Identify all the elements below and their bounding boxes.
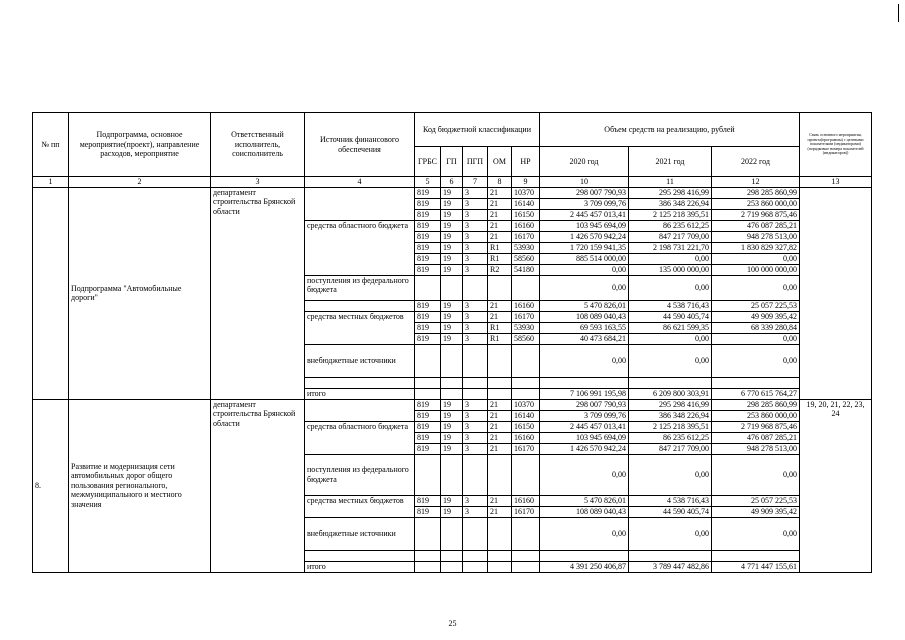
col-number: 10 xyxy=(540,177,629,188)
program-name: Подпрограмма "Автомобильные дороги" xyxy=(69,187,211,399)
cell-om: 21 xyxy=(488,506,512,517)
source-empty xyxy=(305,377,415,388)
cell-np: 10370 xyxy=(512,187,540,198)
cell-2021-total: 3 789 447 482,86 xyxy=(629,561,712,572)
header-om: ОМ xyxy=(488,147,512,177)
cell-2022: 476 087 285,21 xyxy=(712,432,800,443)
cell-empty xyxy=(415,517,441,550)
cell-2022: 25 057 225,53 xyxy=(712,300,800,311)
cell-2021: 386 348 226,94 xyxy=(629,410,712,421)
cell-pgp: 3 xyxy=(463,264,488,275)
cell-empty xyxy=(488,517,512,550)
cell-np: 16160 xyxy=(512,220,540,231)
cell-np: 16150 xyxy=(512,421,540,432)
col-number: 7 xyxy=(463,177,488,188)
source-offbudget: внебюджетные источники xyxy=(305,517,415,550)
cell-gp: 19 xyxy=(441,187,463,198)
cell-om: 21 xyxy=(488,300,512,311)
cell-2021: 0,00 xyxy=(629,344,712,377)
cell-np: 53930 xyxy=(512,242,540,253)
cell-2022: 948 278 513,00 xyxy=(712,231,800,242)
source-empty xyxy=(305,300,415,311)
cell-2022: 476 087 285,21 xyxy=(712,220,800,231)
cell-empty xyxy=(441,377,463,388)
cell-empty xyxy=(629,377,712,388)
cell-2022: 68 339 280,84 xyxy=(712,322,800,333)
cell-pgp: 3 xyxy=(463,432,488,443)
cell-2020: 108 089 040,43 xyxy=(540,506,629,517)
header-gp: ГП xyxy=(441,147,463,177)
cell-2020: 298 007 790,93 xyxy=(540,187,629,198)
cell-om: 21 xyxy=(488,220,512,231)
cell-gp: 19 xyxy=(441,399,463,410)
cell-pgp: 3 xyxy=(463,231,488,242)
program-name: Развитие и модернизация сети автомобильных дорог общего пользования регионального, межмуниципального и местного значения xyxy=(69,399,211,572)
cell-om: 21 xyxy=(488,311,512,322)
cell-empty xyxy=(488,454,512,495)
cell-2022: 253 860 000,00 xyxy=(712,410,800,421)
cell-empty xyxy=(463,550,488,561)
cell-2021: 847 217 709,00 xyxy=(629,231,712,242)
cell-gp: 19 xyxy=(441,264,463,275)
cell-empty xyxy=(415,377,441,388)
cell-2020-total: 4 391 250 406,87 xyxy=(540,561,629,572)
source-empty xyxy=(305,399,415,421)
cell-om: 21 xyxy=(488,187,512,198)
cell-2020: 2 445 457 013,41 xyxy=(540,209,629,220)
source-empty xyxy=(305,550,415,561)
header-2022: 2022 год xyxy=(712,147,800,177)
source-local: средства местных бюджетов xyxy=(305,311,415,344)
cell-empty xyxy=(512,275,540,300)
col-number: 12 xyxy=(712,177,800,188)
cell-2021: 0,00 xyxy=(629,253,712,264)
table-row xyxy=(33,399,872,410)
cell-2021: 44 590 405,74 xyxy=(629,311,712,322)
cell-pgp: 3 xyxy=(463,187,488,198)
link-empty xyxy=(800,187,872,399)
cell-empty xyxy=(488,275,512,300)
cell-empty xyxy=(441,517,463,550)
cell-empty xyxy=(441,388,463,399)
cell-2022: 25 057 225,53 xyxy=(712,495,800,506)
cell-grbs: 819 xyxy=(415,242,441,253)
col-number: 5 xyxy=(415,177,441,188)
cell-empty xyxy=(712,550,800,561)
cell-2022: 948 278 513,00 xyxy=(712,443,800,454)
cell-grbs: 819 xyxy=(415,322,441,333)
cell-2020: 103 945 694,09 xyxy=(540,432,629,443)
cell-2022: 2 719 968 875,46 xyxy=(712,209,800,220)
cell-2020: 0,00 xyxy=(540,517,629,550)
cell-om: 21 xyxy=(488,432,512,443)
cell-empty xyxy=(512,388,540,399)
cell-2020: 108 089 040,43 xyxy=(540,311,629,322)
cell-gp: 19 xyxy=(441,209,463,220)
cell-empty xyxy=(512,517,540,550)
cell-2022: 0,00 xyxy=(712,253,800,264)
cell-gp: 19 xyxy=(441,322,463,333)
cell-2022: 2 719 968 875,46 xyxy=(712,421,800,432)
cell-empty xyxy=(415,388,441,399)
cell-2021: 0,00 xyxy=(629,454,712,495)
budget-table xyxy=(32,112,872,573)
source-local: средства местных бюджетов xyxy=(305,495,415,517)
cell-np: 16160 xyxy=(512,300,540,311)
cell-2020: 3 709 099,76 xyxy=(540,410,629,421)
source-regional: средства областного бюджета xyxy=(305,220,415,275)
indicator-link: 19, 20, 21, 22, 23, 24 xyxy=(800,399,872,572)
page-number: 25 xyxy=(448,619,457,628)
cell-np: 16170 xyxy=(512,231,540,242)
cell-2021: 86 621 599,35 xyxy=(629,322,712,333)
cell-pgp: 3 xyxy=(463,311,488,322)
cell-2020: 40 473 684,21 xyxy=(540,333,629,344)
cell-gp: 19 xyxy=(441,253,463,264)
cell-2022: 49 909 395,42 xyxy=(712,506,800,517)
cell-2020: 1 426 570 942,24 xyxy=(540,231,629,242)
cell-2021: 86 235 612,25 xyxy=(629,432,712,443)
cell-om: 21 xyxy=(488,410,512,421)
cell-2020: 5 470 826,01 xyxy=(540,300,629,311)
cell-empty xyxy=(488,344,512,377)
cell-om: 21 xyxy=(488,421,512,432)
cell-2022: 0,00 xyxy=(712,517,800,550)
cell-np: 16160 xyxy=(512,495,540,506)
cell-2021: 386 348 226,94 xyxy=(629,198,712,209)
cell-2021: 0,00 xyxy=(629,275,712,300)
cell-grbs: 819 xyxy=(415,506,441,517)
cell-2021: 4 538 716,43 xyxy=(629,300,712,311)
cell-2021: 86 235 612,25 xyxy=(629,220,712,231)
cell-2021: 135 000 000,00 xyxy=(629,264,712,275)
cell-empty xyxy=(463,517,488,550)
cell-np: 16160 xyxy=(512,432,540,443)
cell-np: 58560 xyxy=(512,333,540,344)
cell-pgp: 3 xyxy=(463,220,488,231)
cell-np: 16140 xyxy=(512,198,540,209)
cell-gp: 19 xyxy=(441,198,463,209)
cell-empty xyxy=(512,561,540,572)
cell-pgp: 3 xyxy=(463,209,488,220)
cell-pgp: 3 xyxy=(463,300,488,311)
cell-2022: 298 285 860,99 xyxy=(712,399,800,410)
cell-2020: 103 945 694,09 xyxy=(540,220,629,231)
cell-om: 21 xyxy=(488,443,512,454)
cell-2022: 0,00 xyxy=(712,333,800,344)
header-budget-code: Код бюджетной классификации xyxy=(415,113,540,147)
cell-grbs: 819 xyxy=(415,495,441,506)
header-volume: Объем средств на реализацию, рублей xyxy=(540,113,800,147)
cell-om: 21 xyxy=(488,231,512,242)
cell-2022: 0,00 xyxy=(712,454,800,495)
cell-empty xyxy=(441,275,463,300)
header-2020: 2020 год xyxy=(540,147,629,177)
cell-2022: 253 860 000,00 xyxy=(712,198,800,209)
cell-2020: 1 720 159 941,35 xyxy=(540,242,629,253)
cell-empty xyxy=(441,550,463,561)
cell-empty xyxy=(463,377,488,388)
source-offbudget: внебюджетные источники xyxy=(305,344,415,377)
cell-2020: 0,00 xyxy=(540,264,629,275)
cell-grbs: 819 xyxy=(415,410,441,421)
cell-grbs: 819 xyxy=(415,399,441,410)
source-federal: поступления из федерального бюджета xyxy=(305,275,415,300)
cell-gp: 19 xyxy=(441,311,463,322)
cell-2020: 298 007 790,93 xyxy=(540,399,629,410)
cell-2020: 5 470 826,01 xyxy=(540,495,629,506)
cell-empty xyxy=(540,377,629,388)
cell-2021: 44 590 405,74 xyxy=(629,506,712,517)
col-number: 9 xyxy=(512,177,540,188)
col-number: 1 xyxy=(33,177,69,188)
cell-gp: 19 xyxy=(441,432,463,443)
cell-2020: 0,00 xyxy=(540,275,629,300)
executor: департамент строительства Брянской области xyxy=(211,399,305,572)
cell-empty xyxy=(415,550,441,561)
cell-np: 16170 xyxy=(512,506,540,517)
cell-empty xyxy=(441,561,463,572)
cell-empty xyxy=(540,550,629,561)
cell-empty xyxy=(441,454,463,495)
cell-2021-total: 6 209 800 303,91 xyxy=(629,388,712,399)
cell-pgp: 3 xyxy=(463,506,488,517)
cell-2021: 2 198 731 221,70 xyxy=(629,242,712,253)
cell-empty xyxy=(512,377,540,388)
cell-gp: 19 xyxy=(441,506,463,517)
cell-2021: 2 125 218 395,51 xyxy=(629,421,712,432)
cell-2020: 1 426 570 942,24 xyxy=(540,443,629,454)
cell-np: 16150 xyxy=(512,209,540,220)
cell-empty xyxy=(488,388,512,399)
col-number: 8 xyxy=(488,177,512,188)
cell-2022: 298 285 860,99 xyxy=(712,187,800,198)
cell-2020-total: 7 106 991 195,98 xyxy=(540,388,629,399)
cell-np: 16170 xyxy=(512,443,540,454)
source-total: итого xyxy=(305,561,415,572)
cell-grbs: 819 xyxy=(415,198,441,209)
source-total: итого xyxy=(305,388,415,399)
col-number: 2 xyxy=(69,177,211,188)
cell-2022: 0,00 xyxy=(712,275,800,300)
cell-2020: 885 514 000,00 xyxy=(540,253,629,264)
cell-grbs: 819 xyxy=(415,209,441,220)
cell-2020: 0,00 xyxy=(540,454,629,495)
cell-om: R1 xyxy=(488,333,512,344)
cell-empty xyxy=(415,561,441,572)
cell-pgp: 3 xyxy=(463,242,488,253)
cell-empty xyxy=(415,344,441,377)
header-source: Источник финансового обеспечения xyxy=(305,113,415,177)
cell-2022-total: 4 771 447 155,61 xyxy=(712,561,800,572)
cell-empty xyxy=(441,344,463,377)
cell-gp: 19 xyxy=(441,300,463,311)
cell-np: 10370 xyxy=(512,399,540,410)
cell-empty xyxy=(512,550,540,561)
cell-grbs: 819 xyxy=(415,264,441,275)
header-link: Связь основного мероприятия, проекта(программы) с целевыми показателями (индикаторами) (порядковые номера показателей (индикаторов)) xyxy=(800,113,872,177)
header-program: Подпрограмма, основное мероприятие(проект), направление расходов, мероприятие xyxy=(69,113,211,177)
cell-grbs: 819 xyxy=(415,333,441,344)
col-number: 13 xyxy=(800,177,872,188)
cell-grbs: 819 xyxy=(415,300,441,311)
cell-gp: 19 xyxy=(441,242,463,253)
cell-gp: 19 xyxy=(441,410,463,421)
cell-2021: 2 125 218 395,51 xyxy=(629,209,712,220)
header-row-1 xyxy=(33,113,872,147)
header-no: № пп xyxy=(33,113,69,177)
executor: департамент строительства Брянской области xyxy=(211,187,305,399)
cell-empty xyxy=(415,275,441,300)
cell-empty xyxy=(463,275,488,300)
cell-pgp: 3 xyxy=(463,495,488,506)
cell-pgp: 3 xyxy=(463,410,488,421)
cell-2021: 0,00 xyxy=(629,333,712,344)
cell-gp: 19 xyxy=(441,421,463,432)
cell-gp: 19 xyxy=(441,220,463,231)
cell-pgp: 3 xyxy=(463,443,488,454)
cell-grbs: 819 xyxy=(415,311,441,322)
cell-empty xyxy=(512,344,540,377)
cell-2020: 3 709 099,76 xyxy=(540,198,629,209)
cell-2020: 0,00 xyxy=(540,344,629,377)
cell-empty xyxy=(629,550,712,561)
cell-om: 21 xyxy=(488,209,512,220)
cell-grbs: 819 xyxy=(415,432,441,443)
cell-om: R1 xyxy=(488,253,512,264)
cell-pgp: 3 xyxy=(463,322,488,333)
cell-grbs: 819 xyxy=(415,443,441,454)
cell-2021: 4 538 716,43 xyxy=(629,495,712,506)
cell-grbs: 819 xyxy=(415,421,441,432)
header-grbs: ГРБС xyxy=(415,147,441,177)
cell-grbs: 819 xyxy=(415,253,441,264)
cell-np: 16140 xyxy=(512,410,540,421)
col-number: 3 xyxy=(211,177,305,188)
cell-np: 54180 xyxy=(512,264,540,275)
cell-2020: 2 445 457 013,41 xyxy=(540,421,629,432)
cell-empty xyxy=(488,377,512,388)
cell-empty xyxy=(463,454,488,495)
cell-2022: 100 000 000,00 xyxy=(712,264,800,275)
cell-np: 58560 xyxy=(512,253,540,264)
page-edge-mark xyxy=(898,4,899,22)
cell-2021: 0,00 xyxy=(629,517,712,550)
cell-empty xyxy=(488,550,512,561)
source-federal: поступления из федерального бюджета xyxy=(305,454,415,495)
cell-pgp: 3 xyxy=(463,333,488,344)
cell-grbs: 819 xyxy=(415,220,441,231)
cell-empty xyxy=(463,561,488,572)
cell-2020: 69 593 163,55 xyxy=(540,322,629,333)
cell-om: R2 xyxy=(488,264,512,275)
cell-empty xyxy=(463,344,488,377)
cell-grbs: 819 xyxy=(415,231,441,242)
row-number xyxy=(33,187,69,399)
cell-pgp: 3 xyxy=(463,198,488,209)
cell-np: 16170 xyxy=(512,311,540,322)
cell-pgp: 3 xyxy=(463,421,488,432)
cell-empty xyxy=(712,377,800,388)
header-executor: Ответственный исполнитель, соисполнитель xyxy=(211,113,305,177)
cell-2021: 847 217 709,00 xyxy=(629,443,712,454)
cell-om: R1 xyxy=(488,242,512,253)
cell-2021: 295 298 416,99 xyxy=(629,187,712,198)
cell-pgp: 3 xyxy=(463,399,488,410)
cell-2022: 49 909 395,42 xyxy=(712,311,800,322)
cell-empty xyxy=(415,454,441,495)
cell-gp: 19 xyxy=(441,231,463,242)
header-pgp: ПГП xyxy=(463,147,488,177)
cell-gp: 19 xyxy=(441,443,463,454)
cell-empty xyxy=(512,454,540,495)
header-np: НР xyxy=(512,147,540,177)
cell-empty xyxy=(463,388,488,399)
cell-2022-total: 6 770 615 764,27 xyxy=(712,388,800,399)
column-number-row xyxy=(33,177,872,188)
col-number: 4 xyxy=(305,177,415,188)
cell-om: R1 xyxy=(488,322,512,333)
cell-gp: 19 xyxy=(441,333,463,344)
cell-2022: 0,00 xyxy=(712,344,800,377)
col-number: 11 xyxy=(629,177,712,188)
cell-om: 21 xyxy=(488,495,512,506)
source-regional: средства областного бюджета xyxy=(305,421,415,454)
cell-grbs: 819 xyxy=(415,187,441,198)
cell-2021: 295 298 416,99 xyxy=(629,399,712,410)
header-2021: 2021 год xyxy=(629,147,712,177)
table-row xyxy=(33,187,872,198)
cell-om: 21 xyxy=(488,198,512,209)
cell-om: 21 xyxy=(488,399,512,410)
row-number: 8. xyxy=(33,399,69,572)
col-number: 6 xyxy=(441,177,463,188)
cell-empty xyxy=(488,561,512,572)
source-empty xyxy=(305,187,415,220)
cell-2022: 1 830 829 327,82 xyxy=(712,242,800,253)
cell-gp: 19 xyxy=(441,495,463,506)
cell-np: 53930 xyxy=(512,322,540,333)
cell-pgp: 3 xyxy=(463,253,488,264)
